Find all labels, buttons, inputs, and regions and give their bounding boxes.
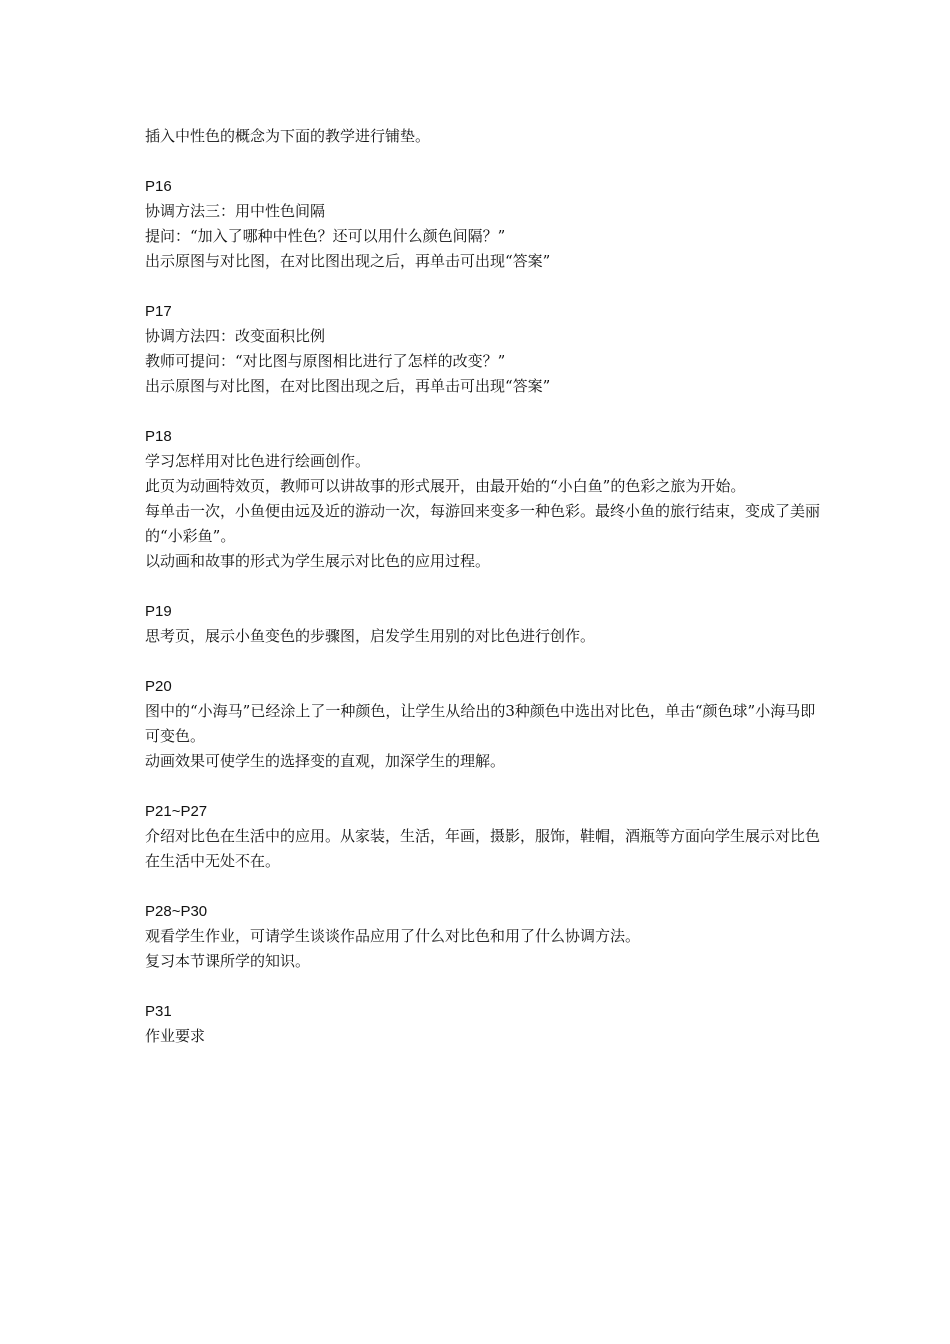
section-line: 协调方法三：用中性色间隔 xyxy=(145,202,326,220)
section-p20 xyxy=(145,674,825,774)
section-line: 图中的“小海马”已经涂上了一种颜色，让学生从给出的3种颜色中选出对比色，单击“颜色球”小海马即可变色。 xyxy=(145,702,816,745)
section-p18 xyxy=(145,424,825,574)
section-line: 出示原图与对比图，在对比图出现之后，再单击可出现“答案” xyxy=(145,252,551,270)
section-line: 出示原图与对比图，在对比图出现之后，再单击可出现“答案” xyxy=(145,377,551,395)
section-line: 教师可提问：“对比图与原图相比进行了怎样的改变？” xyxy=(145,352,506,370)
section-label: P28~P30 xyxy=(145,903,208,920)
section-line: 思考页，展示小鱼变色的步骤图，启发学生用别的对比色进行创作。 xyxy=(145,627,596,645)
section-label: P19 xyxy=(145,603,172,620)
section-line: 复习本节课所学的知识。 xyxy=(145,952,311,970)
intro-paragraph: 插入中性色的概念为下面的教学进行铺垫。 xyxy=(145,127,431,145)
document-body xyxy=(145,124,825,1049)
section-p16 xyxy=(145,174,825,274)
section-p21-p27 xyxy=(145,799,825,874)
section-label: P20 xyxy=(145,678,172,695)
spacer xyxy=(145,649,825,674)
section-line: 介绍对比色在生活中的应用。从家装，生活，年画，摄影，服饰，鞋帽，酒瓶等方面向学生展示对比色在生活中无处不在。 xyxy=(145,827,821,870)
spacer xyxy=(145,974,825,999)
section-line: 协调方法四：改变面积比例 xyxy=(145,327,326,345)
spacer xyxy=(145,274,825,299)
section-label: P16 xyxy=(145,178,172,195)
section-label: P17 xyxy=(145,303,172,320)
section-line: 每单击一次，小鱼便由远及近的游动一次，每游回来变多一种色彩。最终小鱼的旅行结束，变成了美丽的“小彩鱼”。 xyxy=(145,502,821,545)
spacer xyxy=(145,774,825,799)
section-p31 xyxy=(145,999,825,1049)
section-p19 xyxy=(145,599,825,649)
spacer xyxy=(145,574,825,599)
section-line: 作业要求 xyxy=(145,1027,206,1045)
spacer xyxy=(145,874,825,899)
section-p28-p30 xyxy=(145,899,825,974)
section-label: P18 xyxy=(145,428,172,445)
section-label: P31 xyxy=(145,1003,172,1020)
section-line: 以动画和故事的形式为学生展示对比色的应用过程。 xyxy=(145,552,491,570)
spacer xyxy=(145,399,825,424)
section-line: 提问：“加入了哪种中性色？还可以用什么颜色间隔？” xyxy=(145,227,506,245)
spacer xyxy=(145,149,825,174)
section-label: P21~P27 xyxy=(145,803,208,820)
section-p17 xyxy=(145,299,825,399)
section-line: 此页为动画特效页，教师可以讲故事的形式展开，由最开始的“小白鱼”的色彩之旅为开始。 xyxy=(145,477,746,495)
section-line: 观看学生作业，可请学生谈谈作品应用了什么对比色和用了什么协调方法。 xyxy=(145,927,641,945)
section-line: 学习怎样用对比色进行绘画创作。 xyxy=(145,452,371,470)
section-line: 动画效果可使学生的选择变的直观，加深学生的理解。 xyxy=(145,752,506,770)
